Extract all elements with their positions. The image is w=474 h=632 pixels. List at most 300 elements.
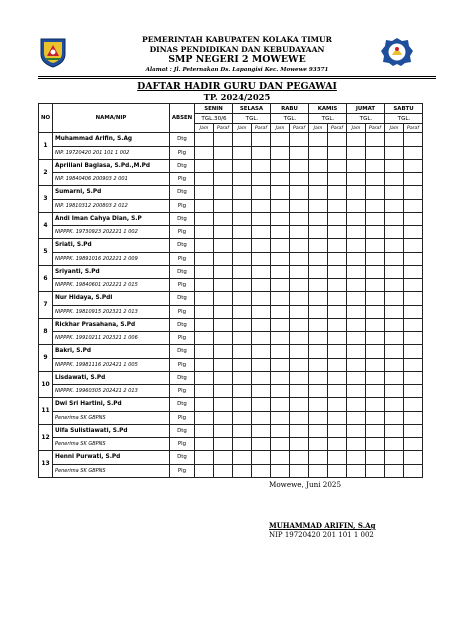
jam-cell[interactable] bbox=[347, 358, 366, 371]
paraf-cell[interactable] bbox=[252, 133, 271, 147]
paraf-cell[interactable] bbox=[404, 292, 423, 306]
jam-cell[interactable] bbox=[233, 438, 252, 451]
jam-cell[interactable] bbox=[309, 265, 328, 279]
jam-cell[interactable] bbox=[309, 464, 328, 477]
paraf-cell[interactable] bbox=[328, 464, 347, 477]
paraf-cell[interactable] bbox=[252, 424, 271, 438]
paraf-cell[interactable] bbox=[366, 146, 385, 159]
paraf-cell[interactable] bbox=[328, 292, 347, 306]
jam-cell[interactable] bbox=[385, 292, 404, 306]
jam-cell[interactable] bbox=[347, 371, 366, 385]
paraf-cell[interactable] bbox=[290, 159, 309, 173]
paraf-cell[interactable] bbox=[328, 252, 347, 265]
jam-cell[interactable] bbox=[347, 173, 366, 186]
paraf-cell[interactable] bbox=[214, 252, 233, 265]
paraf-cell[interactable] bbox=[366, 133, 385, 147]
jam-cell[interactable] bbox=[309, 252, 328, 265]
paraf-cell[interactable] bbox=[290, 318, 309, 332]
paraf-cell[interactable] bbox=[328, 438, 347, 451]
jam-cell[interactable] bbox=[385, 212, 404, 226]
jam-cell[interactable] bbox=[233, 292, 252, 306]
paraf-cell[interactable] bbox=[328, 371, 347, 385]
paraf-cell[interactable] bbox=[252, 411, 271, 424]
jam-cell[interactable] bbox=[195, 199, 214, 212]
jam-cell[interactable] bbox=[309, 146, 328, 159]
paraf-cell[interactable] bbox=[328, 265, 347, 279]
paraf-cell[interactable] bbox=[214, 133, 233, 147]
paraf-cell[interactable] bbox=[328, 411, 347, 424]
jam-cell[interactable] bbox=[271, 318, 290, 332]
jam-cell[interactable] bbox=[271, 424, 290, 438]
jam-cell[interactable] bbox=[309, 332, 328, 345]
paraf-cell[interactable] bbox=[404, 146, 423, 159]
jam-cell[interactable] bbox=[195, 464, 214, 477]
paraf-cell[interactable] bbox=[290, 332, 309, 345]
paraf-cell[interactable] bbox=[404, 252, 423, 265]
jam-cell[interactable] bbox=[195, 438, 214, 451]
jam-cell[interactable] bbox=[347, 411, 366, 424]
paraf-cell[interactable] bbox=[290, 199, 309, 212]
jam-cell[interactable] bbox=[385, 464, 404, 477]
paraf-cell[interactable] bbox=[214, 332, 233, 345]
paraf-cell[interactable] bbox=[328, 279, 347, 292]
paraf-cell[interactable] bbox=[366, 424, 385, 438]
paraf-cell[interactable] bbox=[328, 226, 347, 239]
paraf-cell[interactable] bbox=[328, 345, 347, 359]
jam-cell[interactable] bbox=[385, 451, 404, 465]
jam-cell[interactable] bbox=[347, 199, 366, 212]
paraf-cell[interactable] bbox=[214, 239, 233, 253]
paraf-cell[interactable] bbox=[366, 199, 385, 212]
paraf-cell[interactable] bbox=[290, 385, 309, 398]
paraf-cell[interactable] bbox=[252, 398, 271, 412]
paraf-cell[interactable] bbox=[252, 451, 271, 465]
jam-cell[interactable] bbox=[385, 252, 404, 265]
paraf-cell[interactable] bbox=[366, 239, 385, 253]
jam-cell[interactable] bbox=[309, 199, 328, 212]
paraf-cell[interactable] bbox=[214, 385, 233, 398]
paraf-cell[interactable] bbox=[404, 371, 423, 385]
jam-cell[interactable] bbox=[271, 371, 290, 385]
jam-cell[interactable] bbox=[195, 252, 214, 265]
jam-cell[interactable] bbox=[385, 371, 404, 385]
paraf-cell[interactable] bbox=[214, 173, 233, 186]
paraf-cell[interactable] bbox=[252, 146, 271, 159]
jam-cell[interactable] bbox=[347, 265, 366, 279]
paraf-cell[interactable] bbox=[214, 265, 233, 279]
jam-cell[interactable] bbox=[271, 464, 290, 477]
paraf-cell[interactable] bbox=[366, 212, 385, 226]
paraf-cell[interactable] bbox=[404, 464, 423, 477]
paraf-cell[interactable] bbox=[404, 438, 423, 451]
jam-cell[interactable] bbox=[195, 173, 214, 186]
paraf-cell[interactable] bbox=[290, 212, 309, 226]
paraf-cell[interactable] bbox=[366, 332, 385, 345]
jam-cell[interactable] bbox=[347, 252, 366, 265]
paraf-cell[interactable] bbox=[366, 279, 385, 292]
paraf-cell[interactable] bbox=[328, 159, 347, 173]
paraf-cell[interactable] bbox=[290, 464, 309, 477]
jam-cell[interactable] bbox=[309, 371, 328, 385]
jam-cell[interactable] bbox=[309, 385, 328, 398]
jam-cell[interactable] bbox=[385, 226, 404, 239]
paraf-cell[interactable] bbox=[404, 199, 423, 212]
jam-cell[interactable] bbox=[309, 451, 328, 465]
jam-cell[interactable] bbox=[233, 464, 252, 477]
paraf-cell[interactable] bbox=[366, 186, 385, 200]
paraf-cell[interactable] bbox=[252, 212, 271, 226]
paraf-cell[interactable] bbox=[404, 345, 423, 359]
jam-cell[interactable] bbox=[271, 398, 290, 412]
jam-cell[interactable] bbox=[195, 226, 214, 239]
jam-cell[interactable] bbox=[347, 305, 366, 318]
jam-cell[interactable] bbox=[347, 212, 366, 226]
paraf-cell[interactable] bbox=[328, 451, 347, 465]
paraf-cell[interactable] bbox=[290, 226, 309, 239]
paraf-cell[interactable] bbox=[290, 411, 309, 424]
paraf-cell[interactable] bbox=[290, 133, 309, 147]
jam-cell[interactable] bbox=[233, 371, 252, 385]
paraf-cell[interactable] bbox=[404, 226, 423, 239]
jam-cell[interactable] bbox=[309, 424, 328, 438]
paraf-cell[interactable] bbox=[214, 199, 233, 212]
jam-cell[interactable] bbox=[309, 226, 328, 239]
jam-cell[interactable] bbox=[347, 133, 366, 147]
paraf-cell[interactable] bbox=[404, 398, 423, 412]
paraf-cell[interactable] bbox=[214, 464, 233, 477]
jam-cell[interactable] bbox=[347, 398, 366, 412]
jam-cell[interactable] bbox=[309, 398, 328, 412]
paraf-cell[interactable] bbox=[404, 159, 423, 173]
paraf-cell[interactable] bbox=[214, 451, 233, 465]
paraf-cell[interactable] bbox=[404, 212, 423, 226]
jam-cell[interactable] bbox=[233, 318, 252, 332]
jam-cell[interactable] bbox=[195, 133, 214, 147]
jam-cell[interactable] bbox=[309, 345, 328, 359]
jam-cell[interactable] bbox=[233, 424, 252, 438]
paraf-cell[interactable] bbox=[290, 252, 309, 265]
jam-cell[interactable] bbox=[195, 358, 214, 371]
jam-cell[interactable] bbox=[309, 358, 328, 371]
paraf-cell[interactable] bbox=[252, 239, 271, 253]
paraf-cell[interactable] bbox=[404, 305, 423, 318]
jam-cell[interactable] bbox=[347, 159, 366, 173]
paraf-cell[interactable] bbox=[366, 159, 385, 173]
paraf-cell[interactable] bbox=[252, 358, 271, 371]
paraf-cell[interactable] bbox=[252, 464, 271, 477]
jam-cell[interactable] bbox=[271, 186, 290, 200]
jam-cell[interactable] bbox=[233, 133, 252, 147]
jam-cell[interactable] bbox=[195, 371, 214, 385]
jam-cell[interactable] bbox=[385, 279, 404, 292]
paraf-cell[interactable] bbox=[290, 292, 309, 306]
jam-cell[interactable] bbox=[271, 451, 290, 465]
jam-cell[interactable] bbox=[385, 385, 404, 398]
jam-cell[interactable] bbox=[271, 411, 290, 424]
jam-cell[interactable] bbox=[347, 464, 366, 477]
jam-cell[interactable] bbox=[347, 345, 366, 359]
jam-cell[interactable] bbox=[271, 146, 290, 159]
jam-cell[interactable] bbox=[347, 239, 366, 253]
jam-cell[interactable] bbox=[347, 385, 366, 398]
paraf-cell[interactable] bbox=[404, 265, 423, 279]
paraf-cell[interactable] bbox=[328, 173, 347, 186]
jam-cell[interactable] bbox=[233, 358, 252, 371]
paraf-cell[interactable] bbox=[252, 279, 271, 292]
paraf-cell[interactable] bbox=[328, 398, 347, 412]
paraf-cell[interactable] bbox=[404, 239, 423, 253]
jam-cell[interactable] bbox=[385, 265, 404, 279]
jam-cell[interactable] bbox=[385, 186, 404, 200]
paraf-cell[interactable] bbox=[328, 239, 347, 253]
paraf-cell[interactable] bbox=[252, 438, 271, 451]
jam-cell[interactable] bbox=[385, 146, 404, 159]
jam-cell[interactable] bbox=[271, 385, 290, 398]
paraf-cell[interactable] bbox=[328, 305, 347, 318]
paraf-cell[interactable] bbox=[366, 398, 385, 412]
jam-cell[interactable] bbox=[195, 451, 214, 465]
paraf-cell[interactable] bbox=[328, 332, 347, 345]
jam-cell[interactable] bbox=[195, 146, 214, 159]
jam-cell[interactable] bbox=[271, 133, 290, 147]
jam-cell[interactable] bbox=[271, 438, 290, 451]
jam-cell[interactable] bbox=[347, 292, 366, 306]
jam-cell[interactable] bbox=[271, 159, 290, 173]
jam-cell[interactable] bbox=[347, 424, 366, 438]
jam-cell[interactable] bbox=[233, 451, 252, 465]
paraf-cell[interactable] bbox=[214, 411, 233, 424]
jam-cell[interactable] bbox=[195, 332, 214, 345]
jam-cell[interactable] bbox=[271, 212, 290, 226]
jam-cell[interactable] bbox=[385, 345, 404, 359]
paraf-cell[interactable] bbox=[290, 173, 309, 186]
jam-cell[interactable] bbox=[233, 199, 252, 212]
paraf-cell[interactable] bbox=[366, 265, 385, 279]
jam-cell[interactable] bbox=[385, 305, 404, 318]
jam-cell[interactable] bbox=[385, 239, 404, 253]
paraf-cell[interactable] bbox=[366, 371, 385, 385]
paraf-cell[interactable] bbox=[290, 345, 309, 359]
jam-cell[interactable] bbox=[309, 239, 328, 253]
jam-cell[interactable] bbox=[233, 252, 252, 265]
paraf-cell[interactable] bbox=[366, 385, 385, 398]
jam-cell[interactable] bbox=[233, 146, 252, 159]
paraf-cell[interactable] bbox=[252, 186, 271, 200]
paraf-cell[interactable] bbox=[252, 199, 271, 212]
jam-cell[interactable] bbox=[271, 199, 290, 212]
jam-cell[interactable] bbox=[309, 318, 328, 332]
paraf-cell[interactable] bbox=[366, 438, 385, 451]
paraf-cell[interactable] bbox=[290, 424, 309, 438]
paraf-cell[interactable] bbox=[328, 133, 347, 147]
paraf-cell[interactable] bbox=[214, 371, 233, 385]
jam-cell[interactable] bbox=[195, 239, 214, 253]
paraf-cell[interactable] bbox=[214, 186, 233, 200]
paraf-cell[interactable] bbox=[214, 345, 233, 359]
paraf-cell[interactable] bbox=[290, 239, 309, 253]
jam-cell[interactable] bbox=[195, 318, 214, 332]
jam-cell[interactable] bbox=[347, 186, 366, 200]
paraf-cell[interactable] bbox=[366, 305, 385, 318]
paraf-cell[interactable] bbox=[404, 186, 423, 200]
paraf-cell[interactable] bbox=[290, 146, 309, 159]
jam-cell[interactable] bbox=[195, 292, 214, 306]
paraf-cell[interactable] bbox=[252, 371, 271, 385]
paraf-cell[interactable] bbox=[214, 305, 233, 318]
jam-cell[interactable] bbox=[309, 186, 328, 200]
paraf-cell[interactable] bbox=[214, 212, 233, 226]
jam-cell[interactable] bbox=[233, 279, 252, 292]
jam-cell[interactable] bbox=[271, 252, 290, 265]
jam-cell[interactable] bbox=[309, 159, 328, 173]
paraf-cell[interactable] bbox=[366, 292, 385, 306]
paraf-cell[interactable] bbox=[214, 146, 233, 159]
paraf-cell[interactable] bbox=[366, 358, 385, 371]
jam-cell[interactable] bbox=[195, 398, 214, 412]
paraf-cell[interactable] bbox=[366, 345, 385, 359]
jam-cell[interactable] bbox=[309, 173, 328, 186]
paraf-cell[interactable] bbox=[290, 438, 309, 451]
jam-cell[interactable] bbox=[233, 226, 252, 239]
paraf-cell[interactable] bbox=[366, 252, 385, 265]
paraf-cell[interactable] bbox=[252, 226, 271, 239]
jam-cell[interactable] bbox=[309, 212, 328, 226]
jam-cell[interactable] bbox=[271, 345, 290, 359]
paraf-cell[interactable] bbox=[328, 358, 347, 371]
paraf-cell[interactable] bbox=[214, 159, 233, 173]
jam-cell[interactable] bbox=[271, 265, 290, 279]
jam-cell[interactable] bbox=[233, 305, 252, 318]
jam-cell[interactable] bbox=[385, 133, 404, 147]
paraf-cell[interactable] bbox=[252, 345, 271, 359]
paraf-cell[interactable] bbox=[404, 332, 423, 345]
jam-cell[interactable] bbox=[347, 438, 366, 451]
paraf-cell[interactable] bbox=[252, 385, 271, 398]
jam-cell[interactable] bbox=[271, 305, 290, 318]
jam-cell[interactable] bbox=[347, 332, 366, 345]
paraf-cell[interactable] bbox=[214, 279, 233, 292]
paraf-cell[interactable] bbox=[366, 318, 385, 332]
jam-cell[interactable] bbox=[195, 212, 214, 226]
jam-cell[interactable] bbox=[195, 159, 214, 173]
paraf-cell[interactable] bbox=[214, 438, 233, 451]
jam-cell[interactable] bbox=[233, 212, 252, 226]
jam-cell[interactable] bbox=[195, 424, 214, 438]
paraf-cell[interactable] bbox=[214, 318, 233, 332]
jam-cell[interactable] bbox=[233, 173, 252, 186]
paraf-cell[interactable] bbox=[252, 159, 271, 173]
paraf-cell[interactable] bbox=[214, 398, 233, 412]
paraf-cell[interactable] bbox=[252, 305, 271, 318]
jam-cell[interactable] bbox=[195, 385, 214, 398]
jam-cell[interactable] bbox=[309, 411, 328, 424]
paraf-cell[interactable] bbox=[404, 385, 423, 398]
paraf-cell[interactable] bbox=[214, 226, 233, 239]
paraf-cell[interactable] bbox=[290, 305, 309, 318]
jam-cell[interactable] bbox=[233, 239, 252, 253]
jam-cell[interactable] bbox=[271, 332, 290, 345]
paraf-cell[interactable] bbox=[366, 226, 385, 239]
jam-cell[interactable] bbox=[385, 173, 404, 186]
jam-cell[interactable] bbox=[233, 411, 252, 424]
jam-cell[interactable] bbox=[195, 279, 214, 292]
paraf-cell[interactable] bbox=[366, 411, 385, 424]
paraf-cell[interactable] bbox=[404, 133, 423, 147]
jam-cell[interactable] bbox=[385, 199, 404, 212]
paraf-cell[interactable] bbox=[290, 398, 309, 412]
paraf-cell[interactable] bbox=[366, 464, 385, 477]
jam-cell[interactable] bbox=[385, 411, 404, 424]
paraf-cell[interactable] bbox=[404, 358, 423, 371]
jam-cell[interactable] bbox=[233, 345, 252, 359]
paraf-cell[interactable] bbox=[252, 173, 271, 186]
paraf-cell[interactable] bbox=[252, 292, 271, 306]
jam-cell[interactable] bbox=[271, 279, 290, 292]
paraf-cell[interactable] bbox=[290, 371, 309, 385]
jam-cell[interactable] bbox=[309, 438, 328, 451]
paraf-cell[interactable] bbox=[290, 451, 309, 465]
paraf-cell[interactable] bbox=[366, 451, 385, 465]
jam-cell[interactable] bbox=[195, 265, 214, 279]
paraf-cell[interactable] bbox=[328, 318, 347, 332]
jam-cell[interactable] bbox=[195, 345, 214, 359]
jam-cell[interactable] bbox=[347, 146, 366, 159]
jam-cell[interactable] bbox=[385, 318, 404, 332]
jam-cell[interactable] bbox=[271, 239, 290, 253]
paraf-cell[interactable] bbox=[328, 146, 347, 159]
jam-cell[interactable] bbox=[309, 292, 328, 306]
paraf-cell[interactable] bbox=[328, 199, 347, 212]
paraf-cell[interactable] bbox=[404, 411, 423, 424]
paraf-cell[interactable] bbox=[252, 318, 271, 332]
paraf-cell[interactable] bbox=[366, 173, 385, 186]
jam-cell[interactable] bbox=[347, 226, 366, 239]
paraf-cell[interactable] bbox=[328, 424, 347, 438]
paraf-cell[interactable] bbox=[404, 173, 423, 186]
paraf-cell[interactable] bbox=[328, 186, 347, 200]
jam-cell[interactable] bbox=[385, 398, 404, 412]
paraf-cell[interactable] bbox=[404, 424, 423, 438]
paraf-cell[interactable] bbox=[252, 252, 271, 265]
paraf-cell[interactable] bbox=[290, 265, 309, 279]
jam-cell[interactable] bbox=[385, 332, 404, 345]
jam-cell[interactable] bbox=[233, 265, 252, 279]
jam-cell[interactable] bbox=[233, 186, 252, 200]
jam-cell[interactable] bbox=[195, 305, 214, 318]
jam-cell[interactable] bbox=[385, 358, 404, 371]
paraf-cell[interactable] bbox=[328, 212, 347, 226]
paraf-cell[interactable] bbox=[404, 451, 423, 465]
paraf-cell[interactable] bbox=[404, 318, 423, 332]
jam-cell[interactable] bbox=[385, 424, 404, 438]
paraf-cell[interactable] bbox=[404, 279, 423, 292]
paraf-cell[interactable] bbox=[328, 385, 347, 398]
jam-cell[interactable] bbox=[347, 451, 366, 465]
jam-cell[interactable] bbox=[271, 358, 290, 371]
jam-cell[interactable] bbox=[347, 318, 366, 332]
jam-cell[interactable] bbox=[271, 226, 290, 239]
jam-cell[interactable] bbox=[385, 159, 404, 173]
jam-cell[interactable] bbox=[233, 385, 252, 398]
paraf-cell[interactable] bbox=[252, 332, 271, 345]
paraf-cell[interactable] bbox=[214, 292, 233, 306]
paraf-cell[interactable] bbox=[290, 186, 309, 200]
jam-cell[interactable] bbox=[233, 159, 252, 173]
paraf-cell[interactable] bbox=[214, 358, 233, 371]
jam-cell[interactable] bbox=[385, 438, 404, 451]
jam-cell[interactable] bbox=[309, 279, 328, 292]
paraf-cell[interactable] bbox=[252, 265, 271, 279]
